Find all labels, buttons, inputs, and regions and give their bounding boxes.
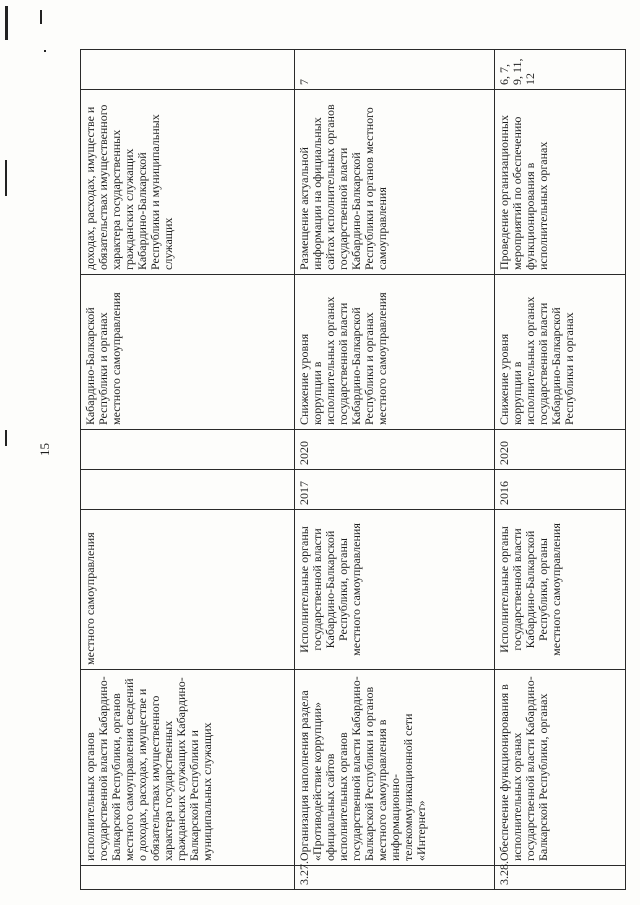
- page-number: 15: [37, 443, 52, 456]
- table-row: [495, 50, 626, 890]
- reference-cell: [81, 50, 295, 90]
- plan-table: [80, 49, 626, 890]
- result-cell: Снижение уровня коррупции в исполнительных органах государственной власти Кабардино-Балкарской Республики и органах местного самоуправления: [295, 275, 495, 430]
- measure-cell: исполнительных органов государственной власти Кабардино-Балкарской Республики, органов местного самоуправления сведений о доходах, расходах, имуществе и обязательствах имущественного характера государственных гражданских служащих Кабардино-Балкарской Республики и муниципальных служащих: [81, 670, 295, 866]
- reference-cell: 7: [295, 50, 495, 90]
- scan-mark: [5, 160, 7, 196]
- row-number: 3.27.: [295, 866, 495, 890]
- scan-mark: [40, 10, 42, 24]
- plan-table-rotated: [80, 50, 625, 890]
- start-year-cell: 2016: [495, 470, 626, 510]
- measure-cell: Обеспечение функционирования в исполнительных органах государственной власти Кабардино-Балкарской Республики, органах: [495, 670, 626, 866]
- reference-cell: 6, 7, 9, 11, 12: [495, 50, 626, 90]
- indicator-cell: Размещение актуальной информации на официальных сайтах исполнительных органов государственной власти Кабардино-Балкарской Республики и органов местного самоуправления: [295, 90, 495, 275]
- scan-mark: [44, 50, 46, 52]
- executor-cell: Исполнительные органы государственной власти Кабардино-Балкарской Республики, органы местного самоуправления: [495, 510, 626, 670]
- indicator-cell: доходах, расходах, имуществе и обязательствах имущественного характера государственных гражданских служащих Кабардино-Балкарской Республики и муниципальных служащих: [81, 90, 295, 275]
- scan-mark: [5, 430, 7, 446]
- start-year-cell: [81, 470, 295, 510]
- start-year-cell: 2017: [295, 470, 495, 510]
- indicator-cell: Проведение организационных мероприятий по обеспечению функционирования в исполнительных органах: [495, 90, 626, 275]
- end-year-cell: [81, 430, 295, 470]
- executor-cell: Исполнительные органы государственной власти Кабардино-Балкарской Республики, органы местного самоуправления: [295, 510, 495, 670]
- table-row: [295, 50, 495, 890]
- result-cell: Кабардино-Балкарской Республики и органах местного самоуправления: [81, 275, 295, 430]
- end-year-cell: 2020: [295, 430, 495, 470]
- table-row: [81, 50, 295, 890]
- row-number: 3.28.: [495, 866, 626, 890]
- end-year-cell: 2020: [495, 430, 626, 470]
- result-cell: Снижение уровня коррупции в исполнительных органах государственной власти Кабардино-Балкарской Республики и органах: [495, 275, 626, 430]
- executor-cell: местного самоуправления: [81, 510, 295, 670]
- scan-mark: [5, 6, 8, 40]
- row-number: [81, 866, 295, 890]
- measure-cell: Организация наполнения раздела «Противодействие коррупции» официальных сайтов исполнительных органов государственной власти Кабардино-Балкарской Республики и органов местного самоуправления в информационно-телекоммуникационной сети «Интернет»: [295, 670, 495, 866]
